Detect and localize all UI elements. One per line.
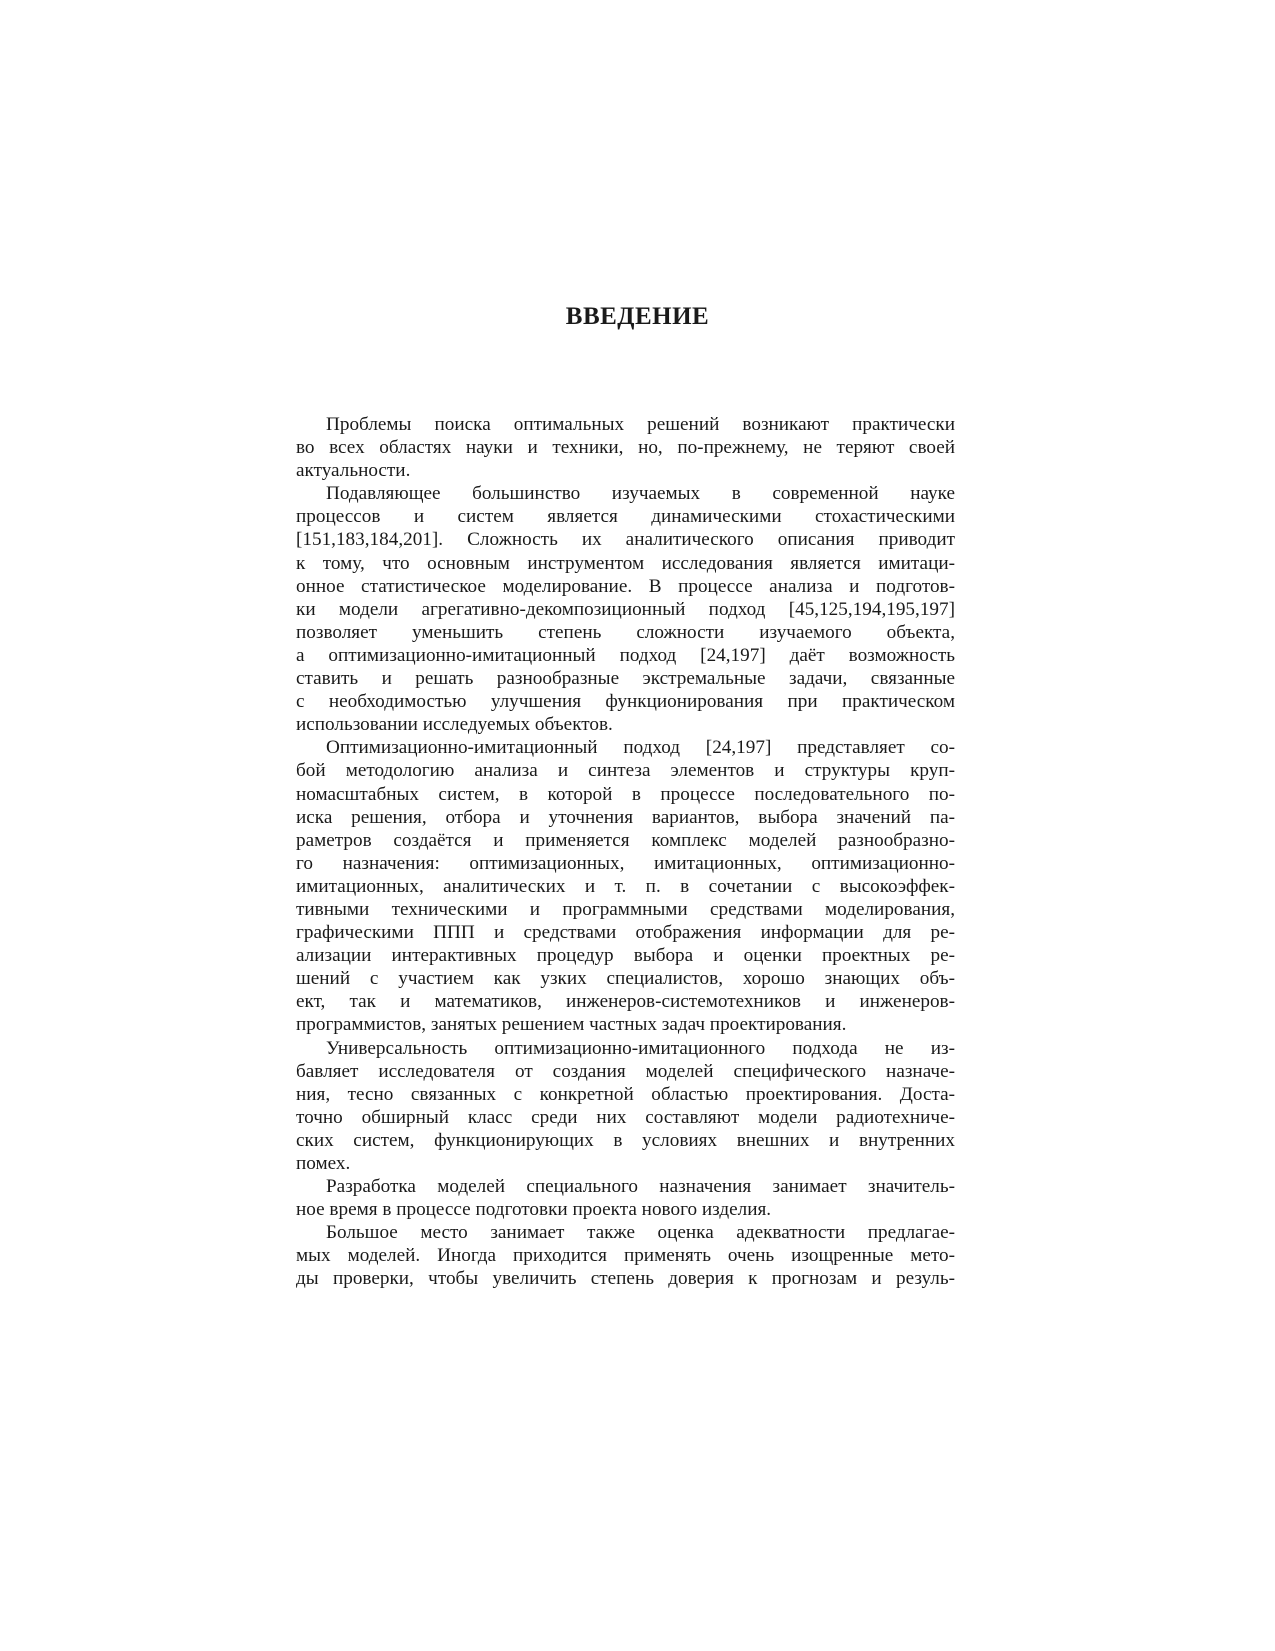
text-line: [151,183,184,201]. Сложность их аналитического описания приводит: [296, 529, 955, 551]
text-line: ализации интерактивных процедур выбора и оценки проектных ре-: [296, 945, 955, 967]
text-line: иска решения, отбора и уточнения вариантов, выбора значений па-: [296, 806, 955, 828]
paragraph-1: [296, 413, 955, 482]
text-line: позволяет уменьшить степень сложности изучаемого объекта,: [296, 621, 955, 643]
text-line: ставить и решать разнообразные экстремальные задачи, связанные: [296, 668, 955, 690]
paragraph-2: [296, 482, 955, 736]
text-line: а оптимизационно-имитационный подход [24,197] даёт возможность: [296, 644, 955, 666]
text-line: актуальности.: [296, 460, 411, 482]
text-line: бой методологию анализа и синтеза элементов и структуры круп-: [296, 760, 955, 782]
text-line: ное время в процессе подготовки проекта нового изделия.: [296, 1199, 772, 1221]
text-line: го назначения: оптимизационных, имитационных, оптимизационно-: [296, 852, 955, 874]
body-text: [296, 413, 955, 1291]
text-line: помех.: [296, 1153, 351, 1174]
text-line: Большое место занимает также оценка адекватности предлагае-: [326, 1222, 955, 1244]
text-line: шений с участием как узких специалистов, хорошо знающих объ-: [296, 968, 955, 990]
text-line: тивными техническими и программными средствами моделирования,: [296, 898, 955, 920]
text-line: ния, тесно связанных с конкретной областью проектирования. Доста-: [296, 1083, 955, 1105]
chapter-title: ВВЕДЕНИЕ: [565, 303, 710, 330]
text-line: процессов и систем является динамическими стохастическими: [296, 506, 955, 528]
text-line: номасштабных систем, в которой в процессе последовательного по-: [296, 783, 955, 805]
paragraph-3: [296, 736, 955, 1036]
text-line: Универсальность оптимизационно-имитационного подхода не из-: [326, 1037, 955, 1059]
text-line: бавляет исследователя от создания моделей специфического назначе-: [296, 1060, 955, 1082]
text-line: программистов, занятых решением частных задач проектирования.: [296, 1014, 847, 1036]
text-line: точно обширный класс среди них составляют модели радиотехниче-: [296, 1106, 955, 1128]
text-line: мых моделей. Иногда приходится применять очень изощренные мето-: [296, 1245, 955, 1267]
paragraph-5: [296, 1175, 955, 1221]
text-line: Проблемы поиска оптимальных решений возникают практически: [326, 414, 955, 435]
text-line: к тому, что основным инструментом исследования является имитаци-: [296, 552, 955, 574]
text-line: ды проверки, чтобы увеличить степень доверия к прогнозам и резуль-: [296, 1268, 955, 1290]
text-line: Разработка моделей специального назначения занимает значитель-: [326, 1176, 955, 1198]
paragraph-4: [296, 1037, 955, 1176]
text-line: ект, так и математиков, инженеров-системотехников и инженеров-: [296, 991, 955, 1013]
text-line: ки модели агрегативно-декомпозиционный подход [45,125,194,195,197]: [296, 598, 955, 620]
text-line: раметров создаётся и применяется комплекс моделей разнообразно-: [296, 829, 955, 851]
text-line: с необходимостью улучшения функционирования при практическом: [296, 691, 955, 713]
paragraph-6: [296, 1221, 955, 1290]
text-line: ских систем, функционирующих в условиях внешних и внутренних: [296, 1129, 955, 1151]
text-line: Подавляющее большинство изучаемых в современной науке: [326, 483, 955, 505]
text-line: использовании исследуемых объектов.: [296, 714, 613, 736]
text-line: во всех областях науки и техники, но, по-прежнему, не теряют своей: [296, 437, 955, 459]
text-line: онное статистическое моделирование. В процессе анализа и подготов-: [296, 575, 955, 597]
text-line: графическими ППП и средствами отображения информации для ре-: [296, 922, 955, 944]
text-line: имитационных, аналитических и т. п. в сочетании с высокоэффек-: [296, 875, 955, 897]
text-line: Оптимизационно-имитационный подход [24,197] представляет со-: [326, 737, 955, 759]
